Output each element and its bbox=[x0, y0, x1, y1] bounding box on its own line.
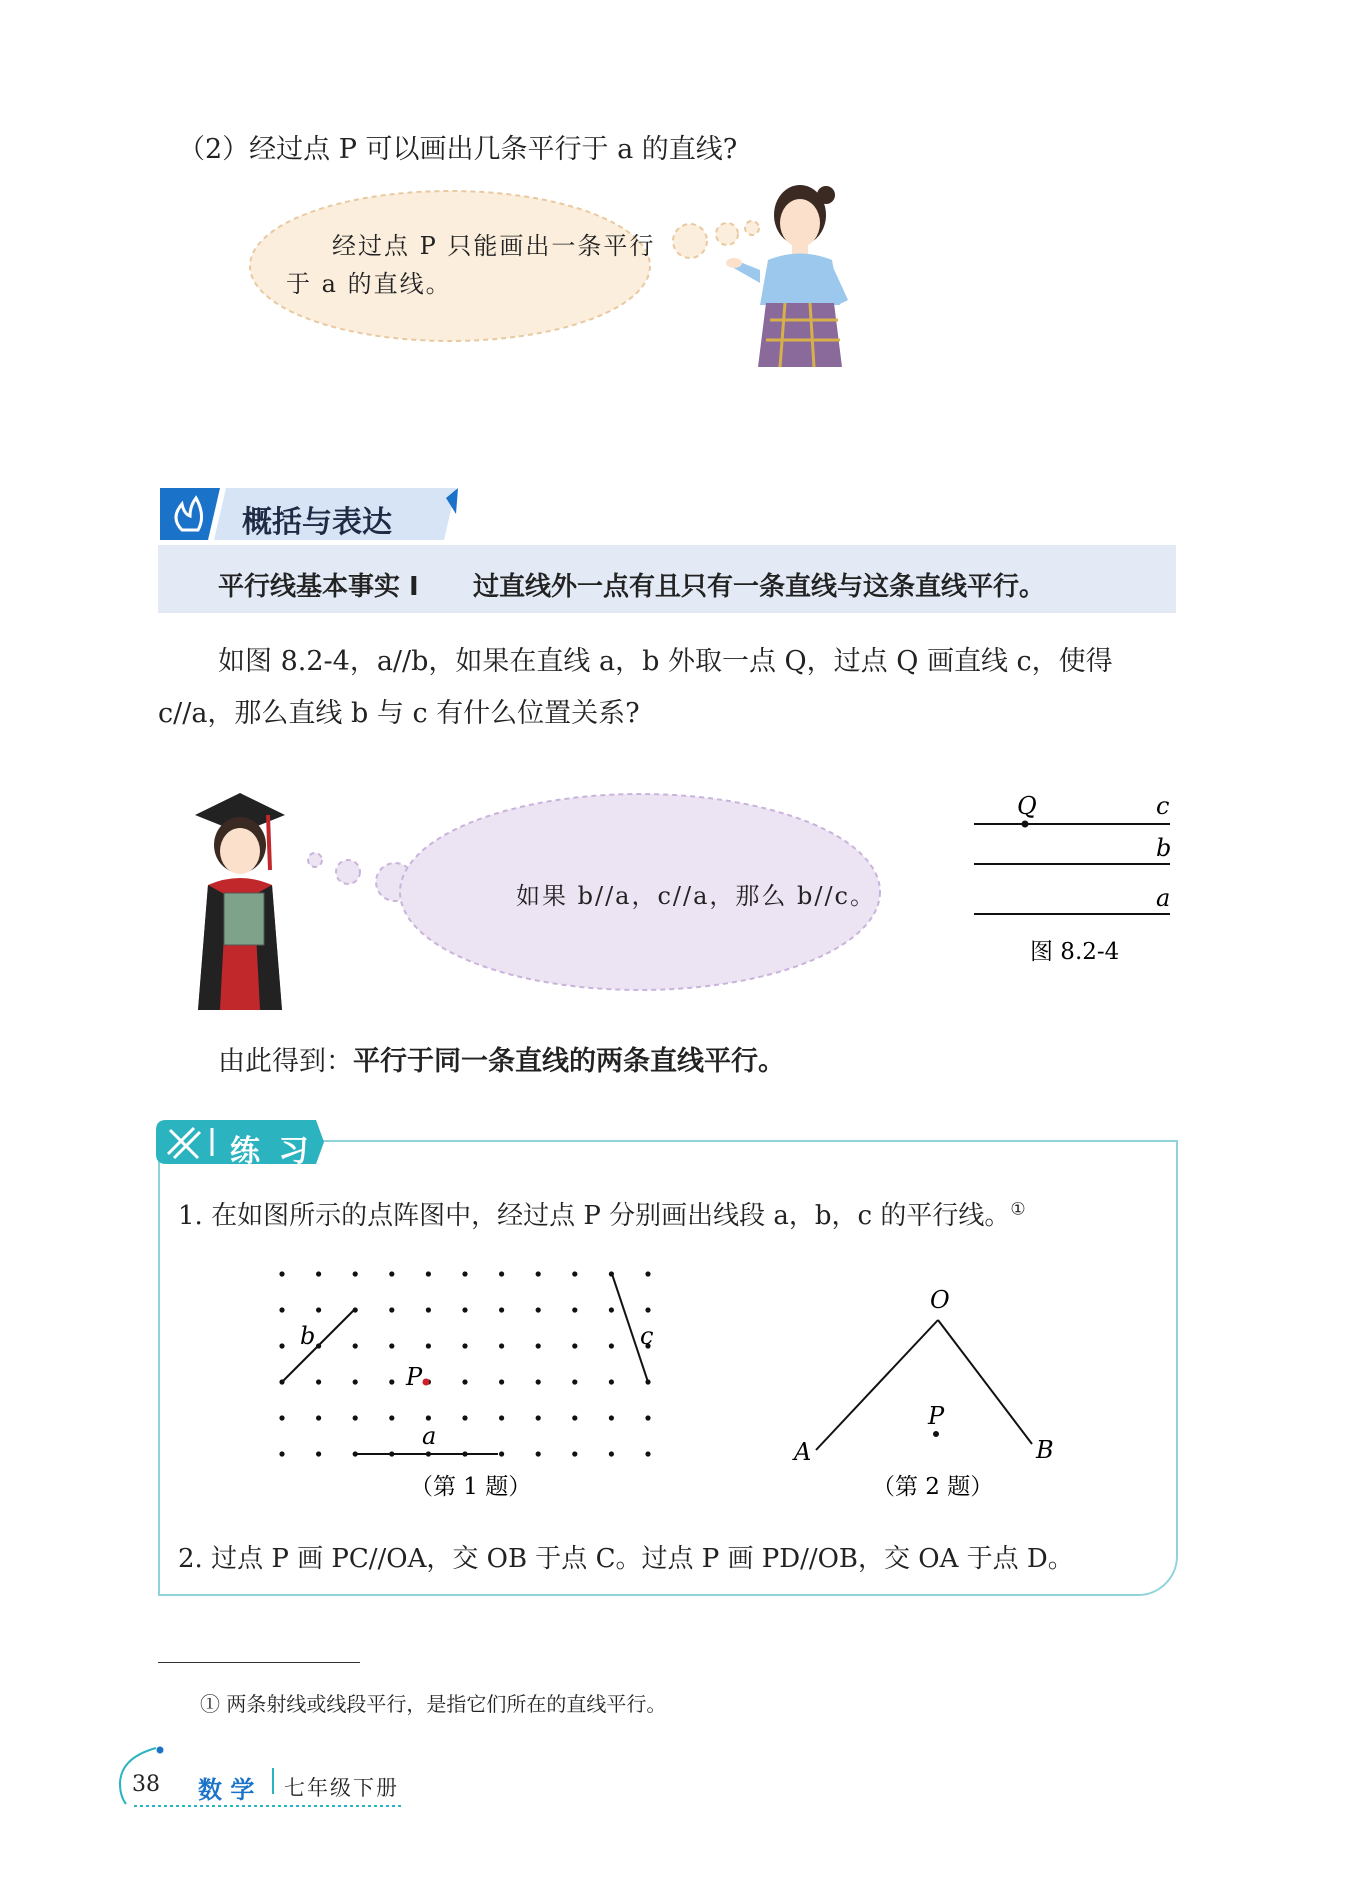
fig824-label-b: b bbox=[1156, 834, 1172, 862]
exercise-title: 练 习 bbox=[230, 1134, 313, 1169]
angle-figure bbox=[780, 1278, 1080, 1514]
fig2-label-P: P bbox=[928, 1402, 945, 1430]
student-girl-illustration bbox=[730, 175, 870, 370]
grid-dot bbox=[389, 1379, 394, 1384]
grid-dot bbox=[536, 1343, 541, 1348]
paragraph-line-2: c//a，那么直线 b 与 c 有什么位置关系? bbox=[158, 698, 640, 729]
grid-dot bbox=[645, 1415, 650, 1420]
grid-dot bbox=[609, 1415, 614, 1420]
grid-dot bbox=[279, 1271, 284, 1276]
grid-dot bbox=[462, 1343, 467, 1348]
fig2-label-O: O bbox=[930, 1286, 950, 1314]
bubble-1-line2: 于 a 的直线。 bbox=[286, 270, 452, 298]
grid-dot bbox=[499, 1343, 504, 1348]
grid-dot bbox=[536, 1379, 541, 1384]
section-title: 概括与表达 bbox=[242, 505, 392, 540]
exercise-q1 bbox=[178, 1195, 1026, 1232]
bubble-1-line1: 经过点 P 只能画出一条平行 bbox=[332, 232, 656, 260]
fig2-caption: （第 2 题） bbox=[872, 1474, 994, 1500]
grid-dot bbox=[536, 1307, 541, 1312]
grid-dot bbox=[279, 1343, 284, 1348]
fig1-caption: （第 1 题） bbox=[410, 1474, 532, 1500]
student-graduate-illustration bbox=[190, 785, 300, 1010]
grid-dot bbox=[536, 1415, 541, 1420]
fig824-label-c: c bbox=[1156, 792, 1170, 820]
exercise-q2: 2. 过点 P 画 PC//OA，交 OB 于点 C。过点 P 画 PD//OB，交 OA 于点 D。 bbox=[178, 1544, 1074, 1574]
grid-dot bbox=[279, 1451, 284, 1456]
grid-dot bbox=[499, 1415, 504, 1420]
grid-dot bbox=[609, 1451, 614, 1456]
fig1-label-P: P bbox=[406, 1363, 423, 1391]
dot-grid-figure bbox=[270, 1262, 670, 1512]
fact-text: 过直线外一点有且只有一条直线与这条直线平行。 bbox=[473, 572, 1046, 602]
grid-dot bbox=[279, 1415, 284, 1420]
grid-dot bbox=[389, 1271, 394, 1276]
grid-dot bbox=[353, 1415, 358, 1420]
grid-dot bbox=[353, 1379, 358, 1384]
grid-dot bbox=[316, 1271, 321, 1276]
fig1-label-a: a bbox=[422, 1422, 437, 1450]
footnote-rule bbox=[158, 1662, 360, 1663]
grid-dot bbox=[645, 1307, 650, 1312]
fig2-label-A: A bbox=[794, 1438, 812, 1466]
grid-dot bbox=[572, 1415, 577, 1420]
grid-dot bbox=[645, 1271, 650, 1276]
grid-dot bbox=[353, 1271, 358, 1276]
figure-8-2-4 bbox=[970, 792, 1180, 972]
grid-dot bbox=[389, 1343, 394, 1348]
grid-dot bbox=[609, 1307, 614, 1312]
grid-dot bbox=[462, 1415, 467, 1420]
conclusion-bold: 平行于同一条直线的两条直线平行。 bbox=[353, 1046, 785, 1077]
grid-dot bbox=[572, 1343, 577, 1348]
segment-b bbox=[282, 1310, 354, 1382]
grid-dot bbox=[462, 1271, 467, 1276]
conclusion-prefix: 由此得到： bbox=[218, 1046, 353, 1077]
grid-dot bbox=[499, 1271, 504, 1276]
grid-dot bbox=[426, 1415, 431, 1420]
grid-dot bbox=[279, 1307, 284, 1312]
grid-dot bbox=[572, 1271, 577, 1276]
grid-dot bbox=[609, 1379, 614, 1384]
fact-label: 平行线基本事实 Ⅰ bbox=[218, 572, 419, 602]
grid-dot bbox=[316, 1451, 321, 1456]
grid-dot bbox=[389, 1307, 394, 1312]
grid-dot bbox=[536, 1451, 541, 1456]
grid-dot bbox=[572, 1451, 577, 1456]
exercise-q1-text: 1. 在如图所示的点阵图中，经过点 P 分别画出线段 a，b，c 的平行线。 bbox=[178, 1201, 1011, 1231]
grid-dot bbox=[645, 1451, 650, 1456]
footnote-ref: ① bbox=[1010, 1199, 1026, 1220]
grid-dot bbox=[316, 1379, 321, 1384]
grid-dot bbox=[426, 1271, 431, 1276]
conclusion bbox=[218, 1048, 785, 1075]
point-P bbox=[423, 1379, 430, 1386]
bubble-2-text: 如果 b//a，c//a，那么 b//c。 bbox=[516, 882, 876, 910]
grid-dot bbox=[609, 1343, 614, 1348]
fig824-caption: 图 8.2-4 bbox=[1030, 939, 1120, 965]
grid-dot bbox=[572, 1379, 577, 1384]
page-number: 38 bbox=[132, 1772, 160, 1797]
fig1-label-c: c bbox=[640, 1322, 654, 1350]
footer-subject: 数 学 bbox=[198, 1776, 255, 1804]
grid-dot bbox=[499, 1307, 504, 1312]
grid-dot bbox=[499, 1379, 504, 1384]
grid-dot bbox=[426, 1343, 431, 1348]
thought-bubble-1 bbox=[240, 176, 760, 346]
grid-dot bbox=[353, 1343, 358, 1348]
grid-dot bbox=[316, 1307, 321, 1312]
question-2: （2）经过点 P 可以画出几条平行于 a 的直线? bbox=[178, 134, 738, 165]
paragraph-line-1: 如图 8.2-4，a//b，如果在直线 a，b 外取一点 Q，过点 Q 画直线 c，使得 bbox=[218, 646, 1113, 677]
grid-dot bbox=[462, 1307, 467, 1312]
fig2-label-B: B bbox=[1036, 1436, 1054, 1464]
grid-dot bbox=[389, 1415, 394, 1420]
footer-grade: 七年级下册 bbox=[284, 1776, 399, 1800]
fig824-label-a: a bbox=[1156, 884, 1171, 912]
dot-grid bbox=[279, 1271, 650, 1456]
grid-dot bbox=[499, 1451, 504, 1456]
grid-dot bbox=[462, 1379, 467, 1384]
fig1-label-b: b bbox=[300, 1322, 316, 1350]
grid-dot bbox=[572, 1307, 577, 1312]
grid-dot bbox=[316, 1415, 321, 1420]
grid-dot bbox=[426, 1307, 431, 1312]
fig824-label-Q: Q bbox=[1017, 792, 1037, 820]
grid-dot bbox=[536, 1271, 541, 1276]
footnote: ① 两条射线或线段平行，是指它们所在的直线平行。 bbox=[200, 1692, 667, 1716]
